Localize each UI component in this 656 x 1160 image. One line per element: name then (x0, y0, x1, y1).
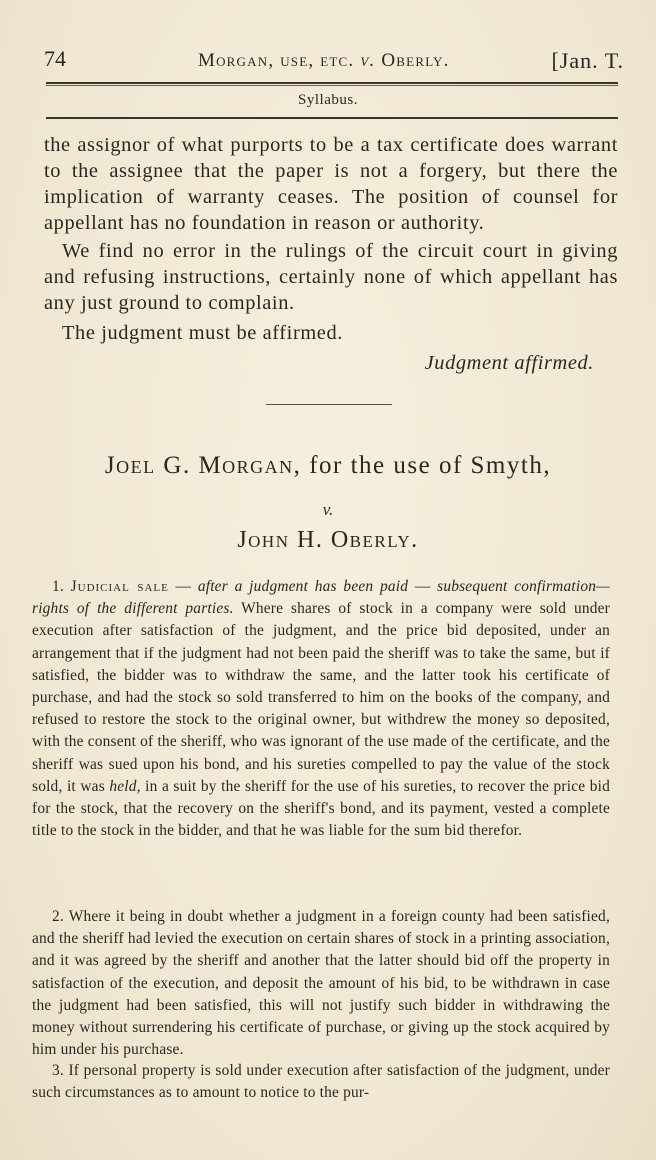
headnote-1-text-b: in a suit by the sheriff for the use of his sureties, to recover the price bid for the stock, that the recovery on the sheriff's bond, and its payment, vested a complete title to the stock in the bidder, and that he was liable for the sum bid therefor. (32, 777, 610, 840)
headnote-1 (32, 576, 610, 842)
syllabus-rule (46, 117, 618, 119)
opinion-paragraph-2: We find no error in the rulings of the circuit court in giving and refusing instructions, certainly none of which appellant has any just ground to complain. (44, 240, 618, 314)
header-rule-thin (46, 85, 618, 86)
running-title-versus: v. (360, 50, 376, 71)
headnote-3: 3. If personal property is sold under execution after satisfaction of the judgment, under such circumstances as to amount to notice to the pur- (32, 1062, 610, 1102)
headnote-1-topic: Judicial sale (70, 578, 169, 595)
headnote-1-number: 1. (52, 578, 71, 595)
plaintiff-name: Joel G. Morgan, (104, 452, 302, 479)
opinion-paragraph-1: the assignor of what purports to be a tax certificate does warrant to the assignee that the paper is not a forgery, but there the implication of warranty ceases. The position of counsel for appellant has no foundation in reason or authority. (44, 134, 618, 234)
case-caption-plaintiff (0, 452, 656, 480)
headnote-1-text-a: Where shares of stock in a company were sold under execution after satisfaction of the judgment, and the price bid deposited, under an arrangement that if the judgment had not been paid the sheriff was to take the same, but if satisfied, the bidder was to withdraw the same, and the latter took his certificate of purchase, and had the stock so sold transferred to him on the books of the company, and refused to restore the stock to the original owner, but withdrew the money so deposited, with the consent of the sheriff, who was ignorant of the use made of the certificate, and the sheriff was sued upon his bond, and his sureties compelled to pay the value of the stock sold, it was (32, 600, 610, 795)
term-label: [Jan. T. (551, 48, 624, 73)
case-caption-versus: v. (322, 500, 334, 519)
running-title-suffix: Oberly. (375, 50, 450, 71)
headnote-2: 2. Where it being in doubt whether a judgment in a foreign county had been satisfied, and the sheriff had levied the execution on certain shares of stock in a printing association, and it was agreed by the sheriff and another that the latter should bid off the property in satisfaction of the execution, and deposit the amount of his bid, to be withdrawn in case the judgment had been satisfied, this will not justify such bidder in withdrawing the money without surrendering his certificate of purchase, or giving up the stock acquired by him under his purchase. (32, 908, 610, 1059)
plaintiff-use: for the use of Smyth, (301, 452, 552, 479)
syllabus-label: Syllabus. (298, 92, 358, 108)
running-title-prefix: Morgan, use, etc. (198, 50, 361, 71)
judgment-affirmed: Judgment affirmed. (424, 352, 594, 374)
headnote-1-dash-2: — (408, 578, 438, 595)
section-separator (266, 404, 392, 405)
running-header (40, 44, 624, 80)
headnote-1-subtopic-b: subsequent confirmation—rights of the different parties. (32, 578, 611, 618)
headnote-1-subtopic-a: after a judgment has been paid (197, 578, 409, 595)
headnote-1-dash: — (168, 578, 198, 595)
header-rule (46, 82, 618, 84)
case-caption-defendant: John H. Oberly. (237, 527, 419, 553)
headnote-1-held: held, (109, 777, 141, 795)
page-number: 74 (44, 46, 66, 71)
running-title (198, 50, 450, 72)
opinion-paragraph-3: The judgment must be affirmed. (62, 322, 343, 344)
